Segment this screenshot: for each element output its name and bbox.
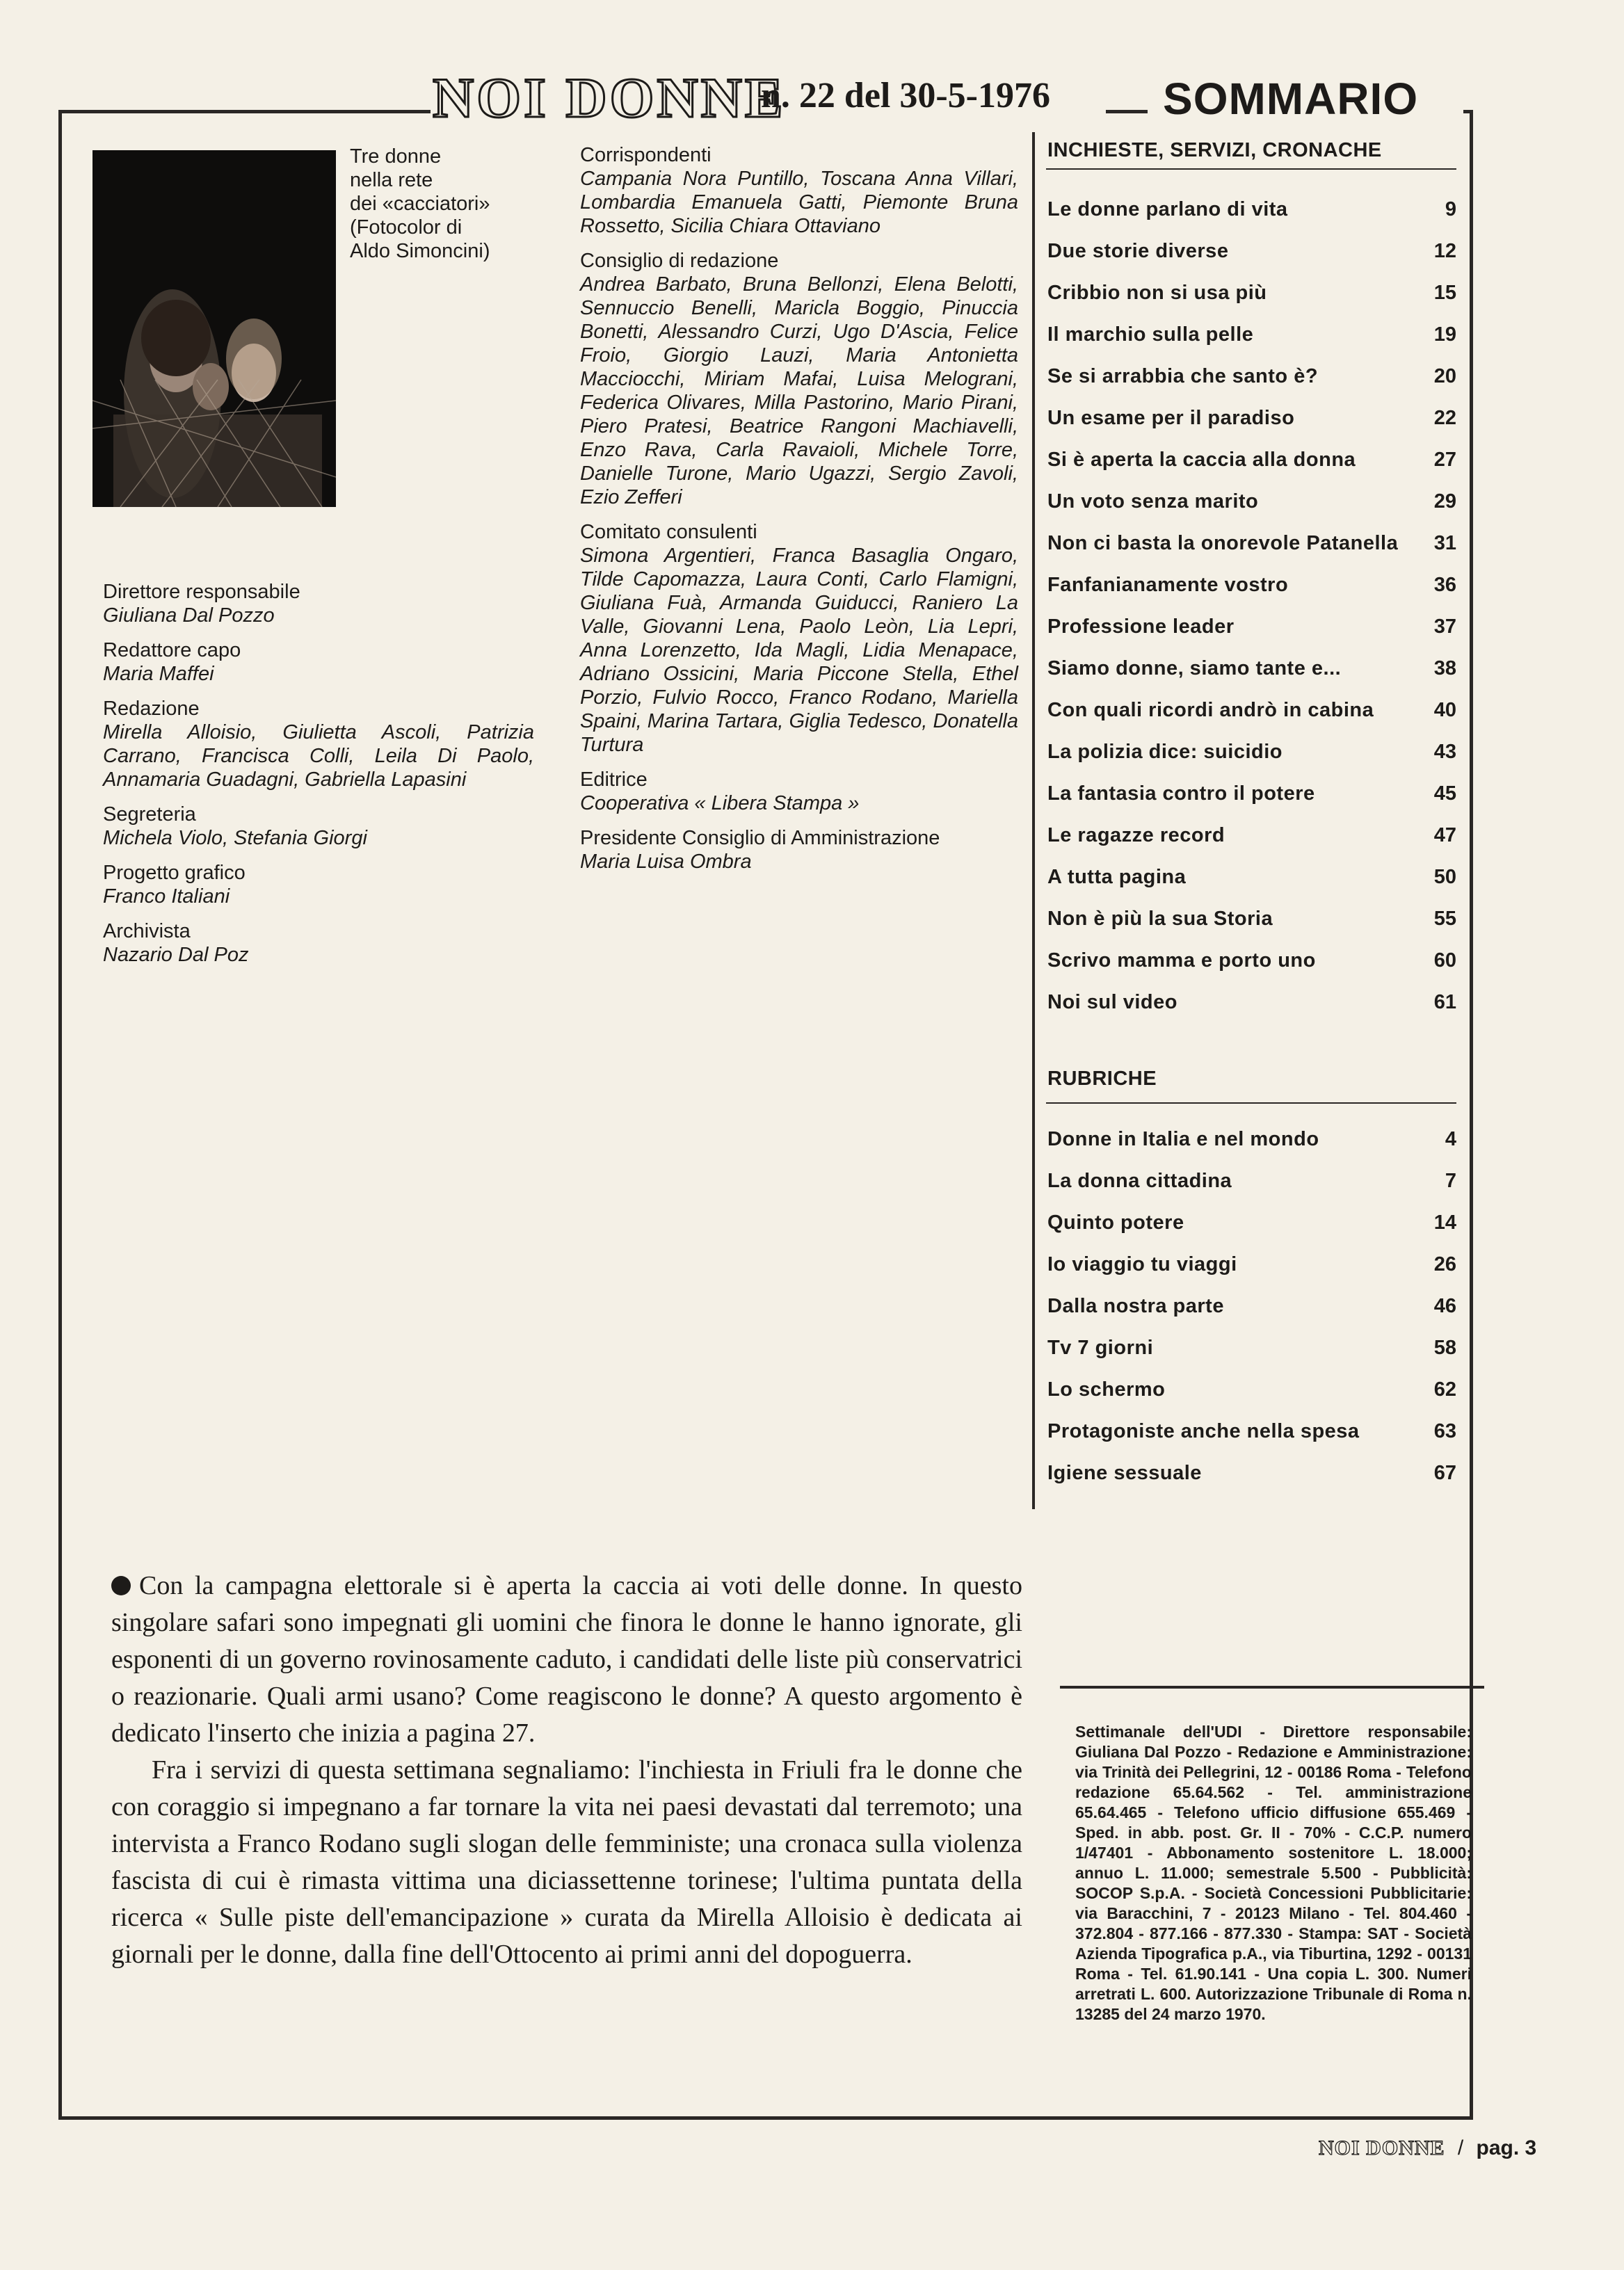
toc-item-title: Le ragazze record <box>1047 824 1225 846</box>
toc-item <box>1047 1462 1456 1504</box>
toc-item-title: Igiene sessuale <box>1047 1462 1202 1484</box>
toc-item-page: 12 <box>1433 240 1456 262</box>
toc-item-title: Scrivo mamma e porto uno <box>1047 949 1316 972</box>
toc-item-title: Se si arrabbia che santo è? <box>1047 365 1319 387</box>
toc-item <box>1047 1253 1456 1295</box>
toc-item-title: Io viaggio tu viaggi <box>1047 1253 1237 1275</box>
toc-item <box>1047 1170 1456 1212</box>
staff-names: Franco Italiani <box>103 885 230 908</box>
toc-item <box>1047 782 1456 824</box>
staff-role: Progetto grafico <box>103 862 246 884</box>
intro-paragraph-text: Con la campagna elettorale si è aperta la caccia ai voti delle donne. In questo singolare safari sono impegnati gli uomini che finora le donne le hanno ignorate, gli esponenti di un governo rovinosamente caduto, i candidati delle liste più conservatrici o reazionarie. Quali armi usano? Come reagiscono le donne? A questo argomento è dedicato l'inserto che inizia a pagina 27. <box>111 1571 1022 1748</box>
masthead-logo: NOI DONNE <box>433 66 786 129</box>
toc-item-page: 62 <box>1433 1378 1456 1401</box>
toc-item <box>1047 449 1456 490</box>
staff-list-right <box>580 143 1018 874</box>
toc-item-page: 4 <box>1445 1128 1456 1150</box>
staff-names: Simona Argentieri, Franca Basaglia Ongaro, Tilde Capomazza, Laura Conti, Carlo Flamigni, Giuliana Fuà, Armanda Guiducci, Raniero La Valle, Giovanni Lena, Paolo Leòn, Lia Lepri, Anna Lorenzetto, Ida Magli, Lidia Menapace, Adriano Ossicini, Maria Piccone Stella, Ethel Porzio, Fulvio Rocco, Franco Rodano, Mariella Spaini, Marina Tartara, Giglia Tedesco, Donatella Turtura <box>580 545 1018 756</box>
toc-item-title: La polizia dice: suicidio <box>1047 741 1283 763</box>
staff-role: Archivista <box>103 920 191 942</box>
toc-item <box>1047 282 1456 323</box>
toc-item-page: 31 <box>1433 532 1456 554</box>
toc-item-title: Si è aperta la caccia alla donna <box>1047 449 1356 471</box>
toc-item-page: 20 <box>1433 365 1456 387</box>
toc-item-page: 60 <box>1433 949 1456 972</box>
toc-rule <box>1046 1102 1456 1104</box>
intro-text <box>111 1568 1022 1973</box>
toc-item-page: 50 <box>1433 866 1456 888</box>
toc-item <box>1047 490 1456 532</box>
toc-item <box>1047 615 1456 657</box>
toc-rule <box>1046 168 1456 170</box>
intro-paragraph <box>111 1568 1022 1752</box>
toc-item-title: Donne in Italia e nel mondo <box>1047 1128 1319 1150</box>
toc-item-title: Con quali ricordi andrò in cabina <box>1047 699 1374 721</box>
staff-role: Editrice <box>580 768 648 791</box>
toc-item-page: 29 <box>1433 490 1456 513</box>
toc-item <box>1047 1212 1456 1253</box>
toc-item-page: 26 <box>1433 1253 1456 1275</box>
toc-item-title: Quinto potere <box>1047 1212 1184 1234</box>
staff-names: Maria Maffei <box>103 663 214 685</box>
toc-item-title: Fanfanianamente vostro <box>1047 574 1289 596</box>
caption-line: dei «cacciatori» <box>350 193 490 215</box>
toc-item-title: Professione leader <box>1047 615 1235 638</box>
toc-item <box>1047 1128 1456 1170</box>
toc-item <box>1047 866 1456 908</box>
toc-item-title: A tutta pagina <box>1047 866 1187 888</box>
staff-names: Giuliana Dal Pozzo <box>103 604 275 627</box>
toc-item <box>1047 699 1456 741</box>
caption-line: Aldo Simoncini) <box>350 240 490 262</box>
toc-item-page: 45 <box>1433 782 1456 805</box>
toc-list-rubriche <box>1047 1128 1456 1504</box>
page-footer <box>1319 2136 1536 2160</box>
toc-item-page: 27 <box>1433 449 1456 471</box>
toc-item-page: 58 <box>1433 1337 1456 1359</box>
staff-list-left <box>103 580 534 967</box>
toc-item-page: 9 <box>1445 198 1456 220</box>
toc-item-page: 67 <box>1433 1462 1456 1484</box>
toc-item <box>1047 407 1456 449</box>
staff-role: Consiglio di redazione <box>580 250 779 272</box>
toc-item-title: Le donne parlano di vita <box>1047 198 1288 220</box>
toc-item-page: 43 <box>1433 741 1456 763</box>
toc-item-page: 22 <box>1433 407 1456 429</box>
staff-role: Direttore responsabile <box>103 581 300 603</box>
bullet-icon <box>111 1576 131 1595</box>
staff-role: Presidente Consiglio di Amministrazione <box>580 827 940 849</box>
caption-line: (Fotocolor di <box>350 216 463 239</box>
toc-item <box>1047 1337 1456 1378</box>
staff-names: Campania Nora Puntillo, Toscana Anna Villari, Lombardia Emanuela Gatti, Piemonte Bruna Rossetto, Sicilia Chiara Ottaviano <box>580 168 1018 237</box>
toc-item <box>1047 323 1456 365</box>
toc-item-page: 55 <box>1433 908 1456 930</box>
staff-names: Cooperativa « Libera Stampa » <box>580 792 860 814</box>
page-header <box>0 66 1624 129</box>
toc-item <box>1047 741 1456 782</box>
staff-role: Comitato consulenti <box>580 521 757 543</box>
toc-item <box>1047 240 1456 282</box>
staff-names: Mirella Alloisio, Giulietta Ascoli, Patrizia Carrano, Francisca Colli, Leila Di Paolo, Annamaria Guadagni, Gabriella Lapasini <box>103 721 534 791</box>
staff-names: Nazario Dal Poz <box>103 944 249 966</box>
toc-item-title: Non è più la sua Storia <box>1047 908 1273 930</box>
footer-separator: / <box>1457 2136 1464 2159</box>
intro-paragraph: Fra i servizi di questa settimana segnaliamo: l'inchiesta in Friuli fra le donne che con coraggio si impegnano a far tornare la vita nei paesi devastati dal terremoto; una intervista a Franco Rodano sugli slogan delle femministe; una cronaca sulla violenza fascista di cui è rimasta vittima una diciassettenne torinese; l'ultima puntata della ricerca « Sulle piste dell'emancipazione » curata da Mirella Alloisio è dedicata ai giornali per le donne, dalla fine dell'Ottocento ai primi anni del dopoguerra. <box>111 1755 1022 1969</box>
toc-item <box>1047 908 1456 949</box>
imprint-colophon: Settimanale dell'UDI - Direttore responsabile: Giuliana Dal Pozzo - Redazione e Amministrazione: via Trinità dei Pellegrini, 12 - 00186 Roma - Telefono redazione 65.64.562 - Tel. amministrazione 65.64.465 - Telefono ufficio diffusione 655.469 - Sped. in abb. post. Gr. II - 70% - C.C.P. numero 1/47401 - Abbonamento sostenitore L. 18.000; annuo L. 11.000; semestrale 5.500 - Pubblicità: SOCOP S.p.A. - Società Concessioni Pubblicitarie: via Baracchini, 7 - 20123 Milano - Tel. 804.460 - 372.804 - 877.166 - 877.330 - Stampa: SAT - Società Azienda Tipografica p.A., via Tiburtina, 1292 - 00131 Roma - Tel. 61.90.141 - Una copia L. 300. Numeri arretrati L. 600. Autorizzazione Tribunale di Roma n. 13285 del 24 marzo 1970. <box>1075 1723 1472 2023</box>
photo-caption <box>350 145 531 263</box>
toc-item-page: 40 <box>1433 699 1456 721</box>
toc-item-title: Lo schermo <box>1047 1378 1166 1401</box>
toc-item <box>1047 574 1456 615</box>
toc-item <box>1047 1295 1456 1337</box>
toc-item-page: 37 <box>1433 615 1456 638</box>
toc-item <box>1047 198 1456 240</box>
toc-item <box>1047 949 1456 991</box>
toc-item-title: Non ci basta la onorevole Patanella <box>1047 532 1399 554</box>
staff-role: Segreteria <box>103 803 196 826</box>
staff-role: Redazione <box>103 698 200 720</box>
caption-line: Tre donne <box>350 145 442 168</box>
toc-item-page: 15 <box>1433 282 1456 304</box>
toc-item-title: Tv 7 giorni <box>1047 1337 1154 1359</box>
staff-names: Maria Luisa Ombra <box>580 851 752 873</box>
caption-line: nella rete <box>350 169 433 191</box>
toc-item-page: 7 <box>1445 1170 1456 1192</box>
toc-item-title: Un esame per il paradiso <box>1047 407 1295 429</box>
toc-item-title: Noi sul video <box>1047 991 1177 1013</box>
toc-item-page: 14 <box>1433 1212 1456 1234</box>
toc-item <box>1047 1420 1456 1462</box>
toc-item-title: Dalla nostra parte <box>1047 1295 1224 1317</box>
toc-item-title: Il marchio sulla pelle <box>1047 323 1254 346</box>
toc-item-title: Due storie diverse <box>1047 240 1229 262</box>
toc-item-page: 36 <box>1433 574 1456 596</box>
toc-item <box>1047 1378 1456 1420</box>
staff-names: Michela Violo, Stefania Giorgi <box>103 827 367 849</box>
table-of-contents <box>1032 132 1474 1509</box>
toc-item-page: 61 <box>1433 991 1456 1013</box>
toc-item-page: 47 <box>1433 824 1456 846</box>
toc-list-main <box>1047 198 1456 1033</box>
staff-role: Redattore capo <box>103 639 241 661</box>
toc-heading: INCHIESTE, SERVIZI, CRONACHE <box>1047 139 1382 161</box>
toc-item <box>1047 532 1456 574</box>
section-title: SOMMARIO <box>1163 74 1419 124</box>
toc-item-page: 46 <box>1433 1295 1456 1317</box>
page-number: pag. 3 <box>1476 2136 1537 2159</box>
toc-item-page: 63 <box>1433 1420 1456 1442</box>
staff-role: Corrispondenti <box>580 144 711 166</box>
toc-item <box>1047 657 1456 699</box>
toc-item-title: Protagoniste anche nella spesa <box>1047 1420 1360 1442</box>
toc-heading: RUBRICHE <box>1047 1068 1157 1090</box>
toc-item-title: La fantasia contro il potere <box>1047 782 1315 805</box>
toc-item-title: Cribbio non si usa più <box>1047 282 1267 304</box>
cover-photo <box>93 150 336 507</box>
toc-item-title: Un voto senza marito <box>1047 490 1259 513</box>
imprint-rule <box>1060 1686 1484 1689</box>
toc-item <box>1047 824 1456 866</box>
toc-item <box>1047 365 1456 407</box>
staff-names: Andrea Barbato, Bruna Bellonzi, Elena Belotti, Sennuccio Benelli, Maricla Boggio, Pinuccia Bonetti, Alessandro Curzi, Ugo D'Ascia, Felice Froio, Giorgio Lauzi, Maria Antonietta Macciocchi, Miriam Mafai, Luisa Melograni, Federica Olivares, Milla Pastorino, Mario Pirani, Piero Pratesi, Beatrice Rangoni Machiavelli, Enzo Rava, Carla Ravaioli, Michele Torre, Danielle Turone, Mario Ugazzi, Sergio Zavoli, Ezio Zefferi <box>580 273 1018 508</box>
toc-item-page: 19 <box>1433 323 1456 346</box>
issue-number: n. 22 del 30-5-1976 <box>761 76 1050 115</box>
toc-item-title: Siamo donne, siamo tante e... <box>1047 657 1342 679</box>
toc-item-page: 38 <box>1433 657 1456 679</box>
footer-masthead: NOI DONNE <box>1319 2136 1445 2159</box>
toc-item <box>1047 991 1456 1033</box>
toc-item-title: La donna cittadina <box>1047 1170 1232 1192</box>
